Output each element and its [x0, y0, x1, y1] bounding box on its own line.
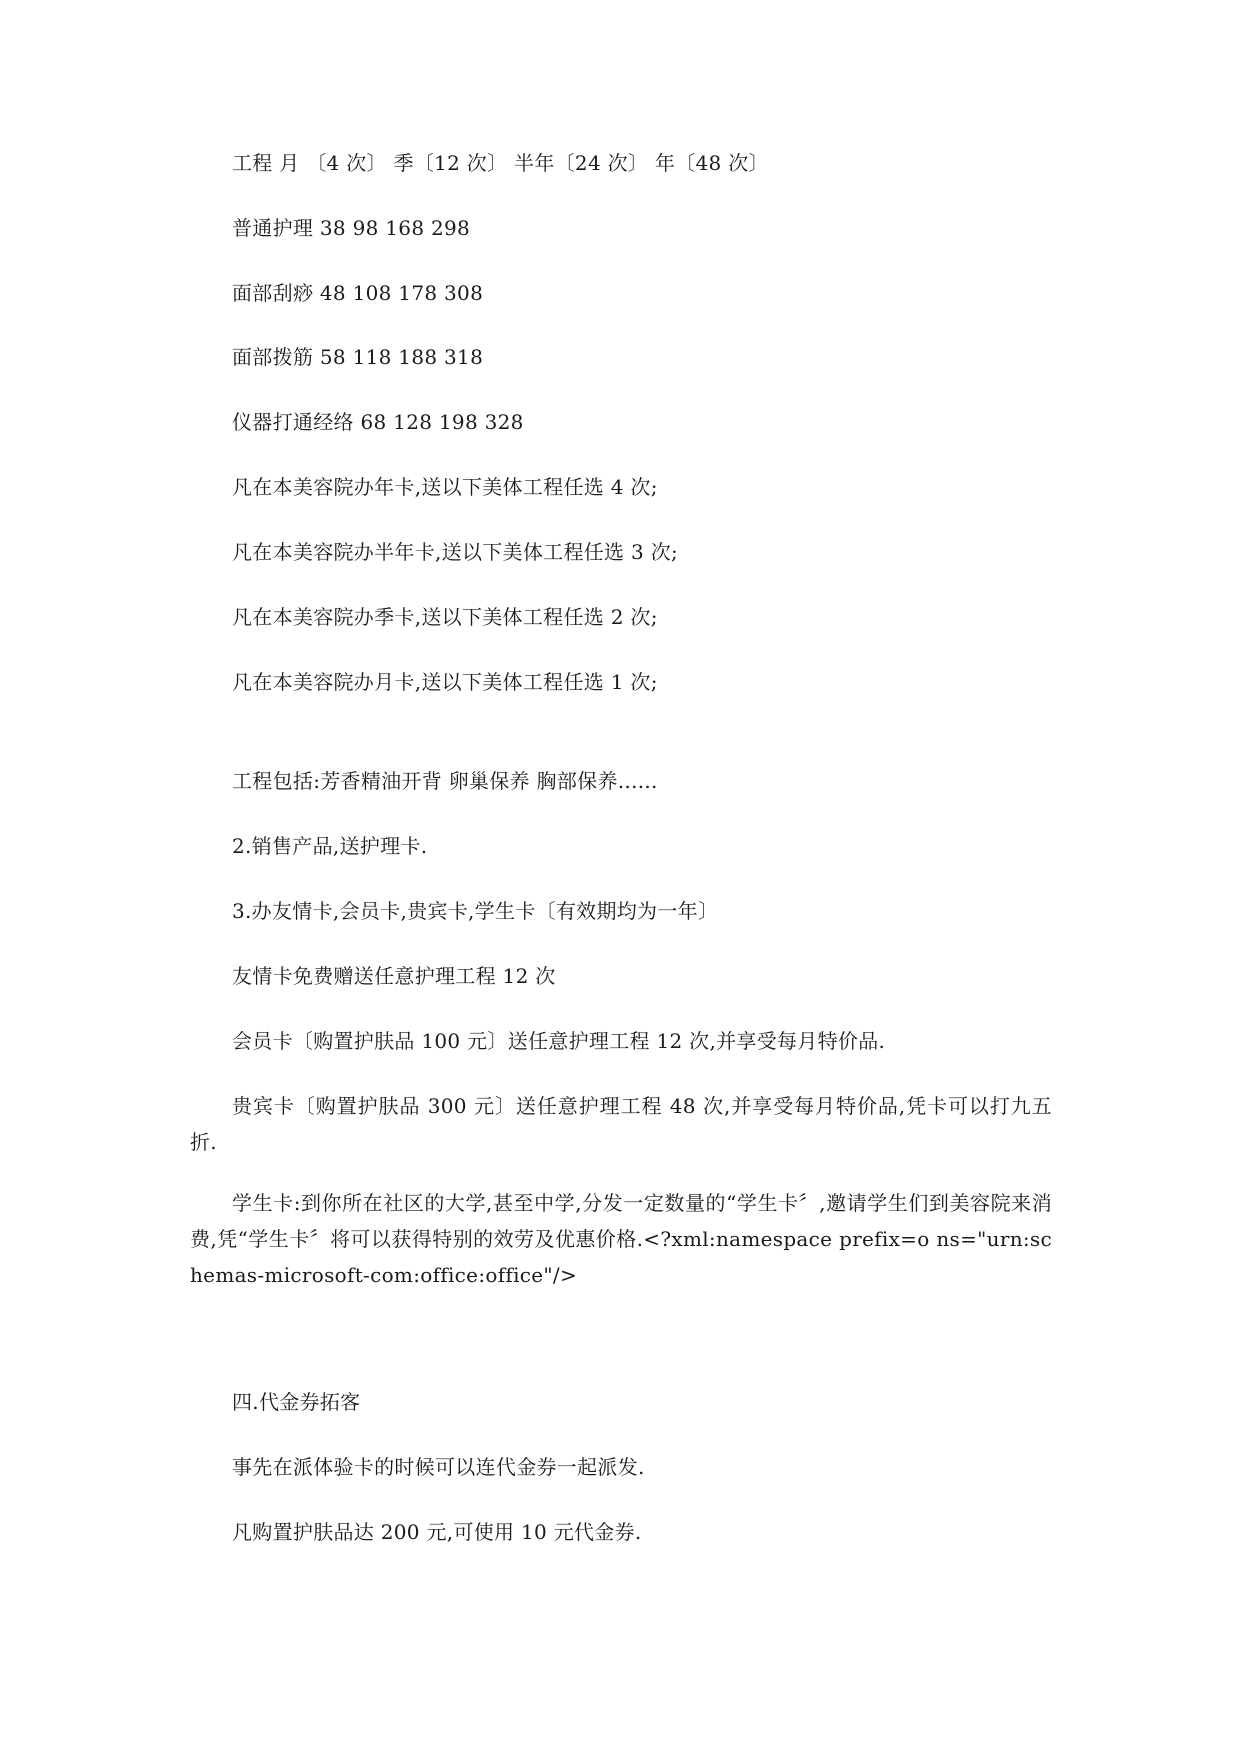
student-card-paragraph: 学生卡:到你所在社区的大学,甚至中学,分发一定数量的“学生卡〞,邀请学生们到美容院来消费,凭“学生卡〞将可以获得特别的效劳及优惠价格.<?xml:namespace prefix=o ns="urn:schemas-microsoft-com:office:office"/> — [190, 1191, 1052, 1287]
section-3-heading: 3.办友情卡,会员卡,贵宾卡,学生卡〔有效期均为一年〕 — [232, 899, 719, 923]
price-row-instrument-meridian: 仪器打通经络 68 128 198 328 — [232, 410, 524, 434]
offer-half-year-card: 凡在本美容院办半年卡,送以下美体工程任选 3 次; — [232, 540, 679, 564]
price-row-general-care: 普通护理 38 98 168 298 — [232, 216, 471, 240]
offer-quarter-card: 凡在本美容院办季卡,送以下美体工程任选 2 次; — [232, 605, 658, 629]
offer-month-card: 凡在本美容院办月卡,送以下美体工程任选 1 次; — [232, 670, 658, 694]
price-row-facial-scraping: 面部刮痧 48 108 178 308 — [232, 281, 484, 305]
voucher-usage-text: 凡购置护肤品达 200 元,可使用 10 元代金券. — [232, 1520, 642, 1544]
member-card-text: 会员卡〔购置护肤品 100 元〕送任意护理工程 12 次,并享受每月特价品. — [232, 1029, 886, 1053]
offer-annual-card: 凡在本美容院办年卡,送以下美体工程任选 4 次; — [232, 475, 658, 499]
section-4-heading: 四.代金券拓客 — [232, 1390, 361, 1414]
price-table-header: 工程 月 〔4 次〕 季〔12 次〕 半年〔24 次〕 年〔48 次〕 — [232, 151, 769, 175]
voucher-distribution-text: 事先在派体验卡的时候可以连代金券一起派发. — [232, 1455, 645, 1479]
friendship-card-text: 友情卡免费赠送任意护理工程 12 次 — [232, 964, 556, 988]
project-includes: 工程包括:芳香精油开背 卵巢保养 胸部保养...... — [232, 769, 658, 793]
price-row-facial-tendon: 面部拨筋 58 118 188 318 — [232, 345, 484, 369]
vip-card-paragraph: 贵宾卡〔购置护肤品 300 元〕送任意护理工程 48 次,并享受每月特价品,凭卡可以打九五折. — [190, 1094, 1052, 1154]
section-2-heading: 2.销售产品,送护理卡. — [232, 834, 428, 858]
